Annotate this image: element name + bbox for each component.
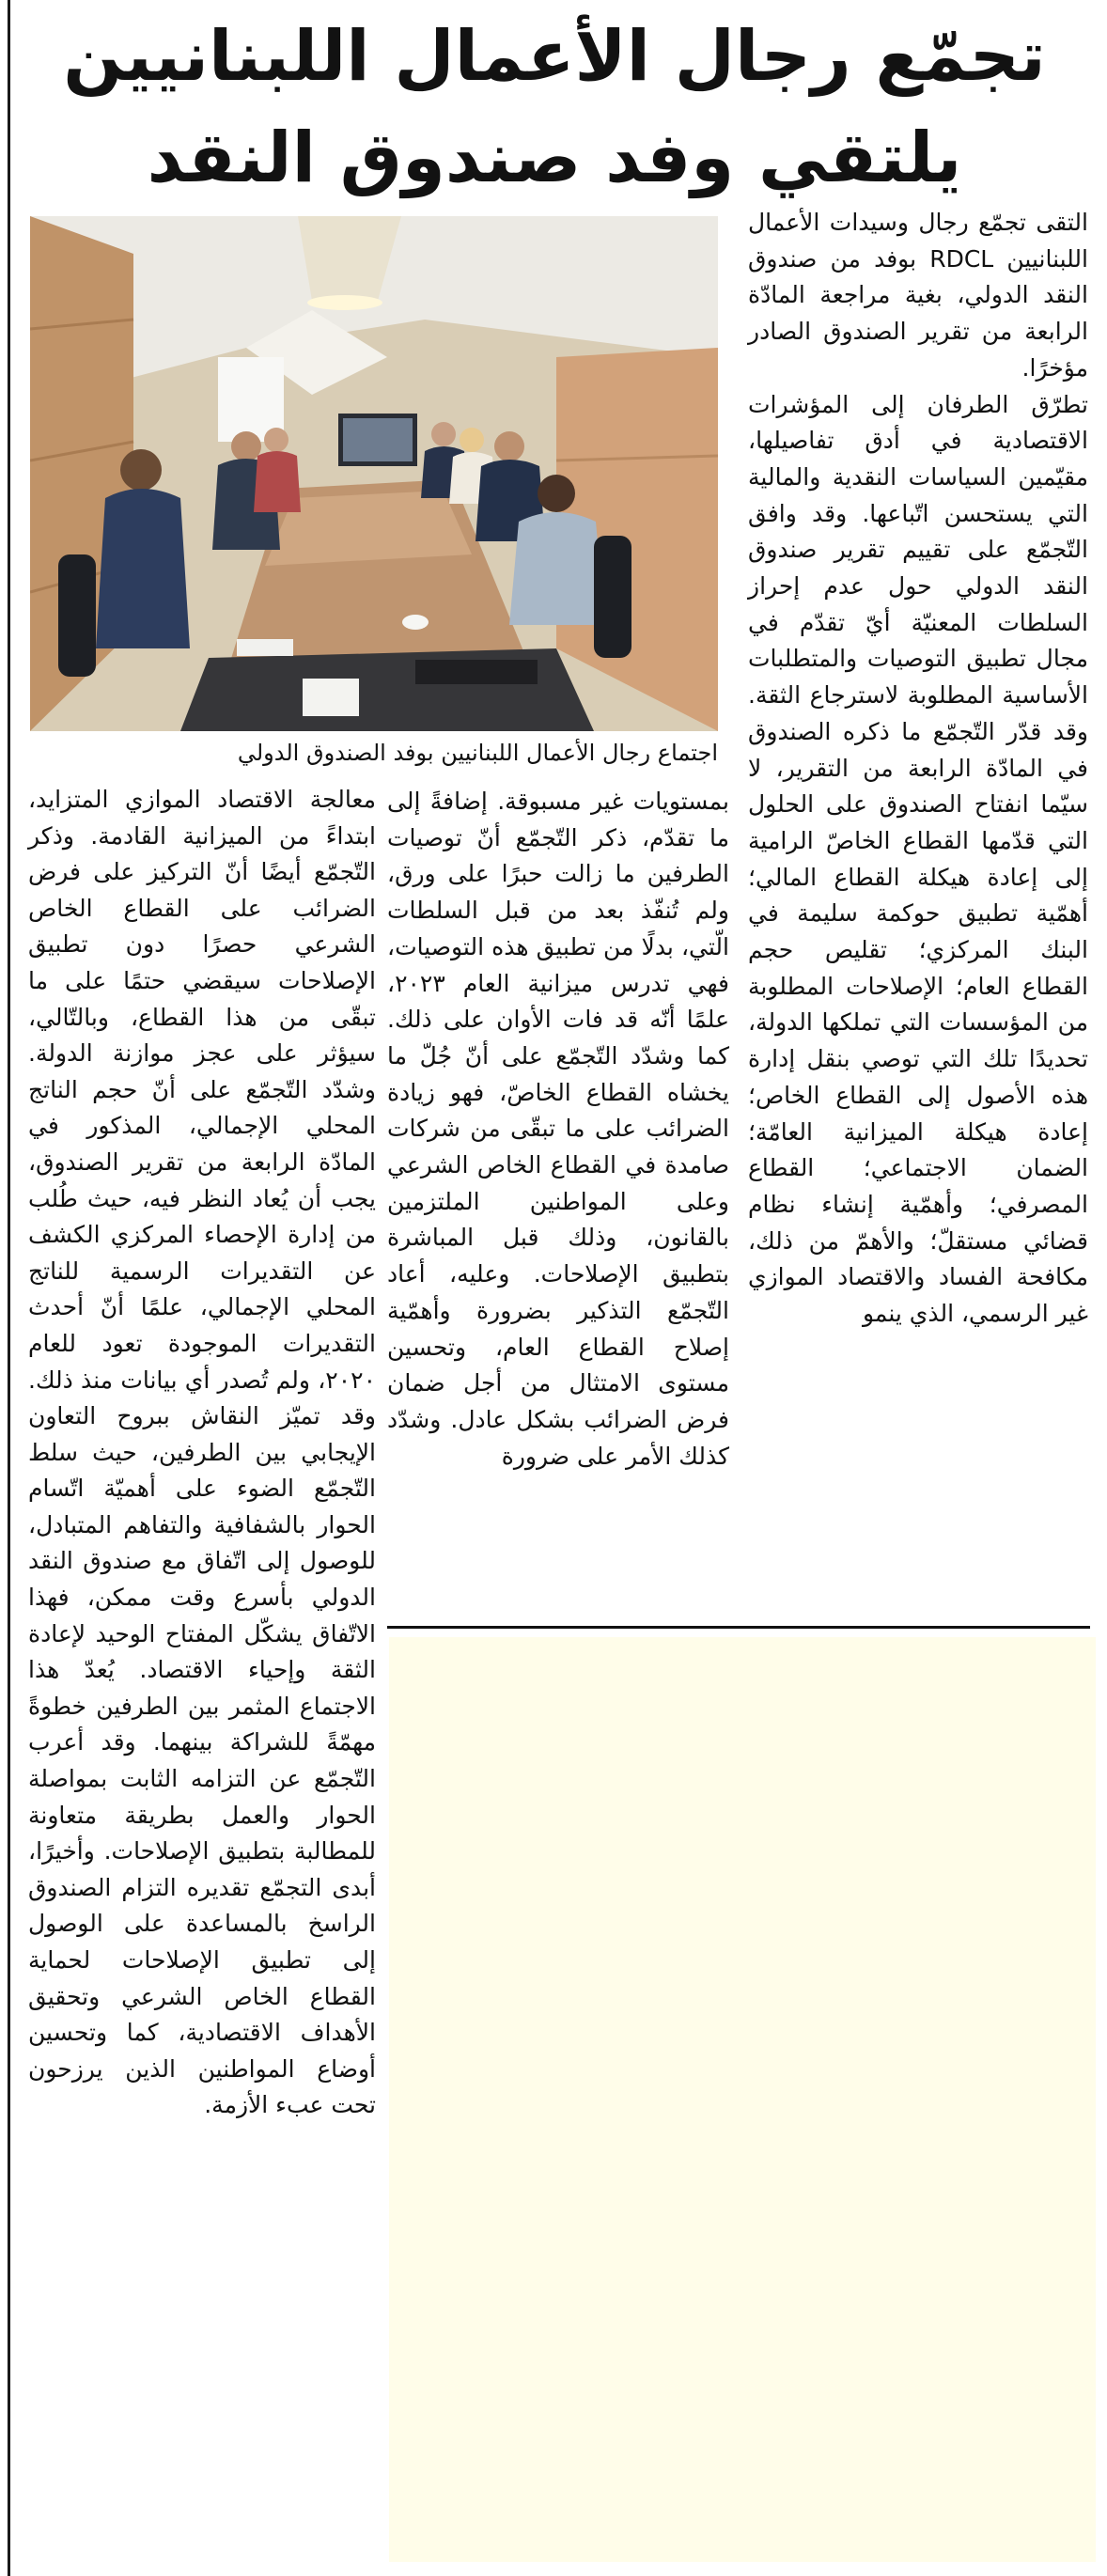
article-column-middle: بمستويات غير مسبوقة. إضافةً إلى ما تقدّم، ذكر التّجمّع أنّ توصيات الطرفين ما زالت حبرًا على ورق، ولم تُنفّذ بعد من قبل السلطات الّتي، بدلًا من تطبيق هذه التوصيات، فهي تدرس ميزانية العام ٢٠٢٣، علمًا أنّه قد فات الأوان على ذلك. كما وشدّد التّجمّع على أنّ جُلّ ما يخشاه القطاع الخاصّ، فهو زيادة الضرائب على ما تبقّى من شركات صامدة في القطاع الخاص الشرعي وعلى المواطنين الملتزمين بالقانون، وذلك قبل المباشرة بتطبيق الإصلاحات. وعليه، أعاد التّجمّع التذكير بضرورة وأهمّية إصلاح القطاع العام، وتحسين مستوى الامتثال من أجل ضمان فرض الضرائب بشكل عادل. وشدّد كذلك الأمر على ضرورة <box>387 788 729 1470</box>
article-column-right: التقى تجمّع رجال وسيدات الأعمال اللبنانيين RDCL بوفد من صندوق النقد الدولي، بغية مراجعة المادّة الرابعة من تقرير الصندوق الصادر مؤخرًا. تطرّق الطرفان إلى المؤشرات الاقتصادية في أدق تفاصيلها، مقيّمين السياسات النقدية والمالية التي يستحسن اتّباعها. وقد وافق التّجمّع على تقييم تقرير صندوق النقد الدولي حول عدم إحراز السلطات المعنيّة أيّ تقدّم في مجال تطبيق التوصيات والمتطلبات الأساسية المطلوبة لاسترجاع الثقة. وقد قدّر التّجمّع ما ذكره الصندوق في المادّة الرابعة من التقرير، لا سيّما انفتاح الصندوق على الحلول التي قدّمها القطاع الخاصّ الرامية إلى إعادة هيكلة القطاع المالي؛ أهمّية تطبيق حوكمة سليمة في البنك المركزي؛ تقليص حجم القطاع العام؛ الإصلاحات المطلوبة من المؤسسات التي تملكها الدولة، تحديدًا تلك التي توصي بنقل إدارة هذه الأصول إلى القطاع الخاص؛ إعادة هيكلة الميزانية العامّة؛ الضمان الاجتماعي؛ القطاع المصرفي؛ وأهمّية إنشاء نظام قضائي مستقلّ؛ والأهمّ من ذلك، مكافحة الفساد والاقتصاد الموازي غير الرسمي، الذي ينمو <box>748 209 1088 1328</box>
article-end-rule <box>387 1626 1090 1629</box>
article-column-left: معالجة الاقتصاد الموازي المتزايد، ابتداءً من الميزانية القادمة. وذكر التّجمّع أيضًا أنّ التركيز على فرض الضرائب على القطاع الخاص الشرعي حصرًا دون تطبيق الإصلاحات سيقضي حتمًا على ما تبقّى من هذا القطاع، وبالتّالي، سيؤثر على عجز موازنة الدولة. وشدّد التّجمّع على أنّ حجم الناتج المحلي الإجمالي، المذكور في المادّة الرابعة من تقرير الصندوق، يجب أن يُعاد النظر فيه، حيث طُلب من إدارة الإحصاء المركزي الكشف عن التقديرات الرسمية للناتج المحلي الإجمالي، علمًا أنّ أحدث التقديرات الموجودة تعود للعام ٢٠٢٠، ولم تُصدر أي بيانات منذ ذلك. وقد تميّز النقاش ببروح التعاون الإيجابي بين الطرفين، حيث سلط التّجمّع الضوء على أهميّة اتّسام الحوار بالشفافية والتفاهم المتبادل، للوصول إلى اتّفاق مع صندوق النقد الدولي بأسرع وقت ممكن، فهذا الاتّفاق يشكّل المفتاح الوحيد لإعادة الثقة وإحياء الاقتصاد. يُعدّ هذا الاجتماع المثمر بين الطرفين خطوةً مهمّةً للشراكة بينهما. وقد أعرب التّجمّع عن التزامه الثابت بمواصلة الحوار والعمل بطريقة متعاونة للمطالبة بتطبيق الإصلاحات. وأخيرًا، أبدى التجمّع تقديره التزام الصندوق الراسخ بالمساعدة على الوصول إلى تطبيق الإصلاحات لحماية القطاع الخاص الشرعي وتحقيق الأهداف الاقتصادية، كما وتحسين أوضاع المواطنين الذين يرزحون تحت عبء الأزمة. <box>28 786 376 2119</box>
empty-ad-panel <box>389 1637 1096 2562</box>
page-margin-rule <box>8 0 10 2576</box>
photo-caption: اجتماع رجال الأعمال اللبنانيين بوفد الصندوق الدولي <box>237 740 718 766</box>
headline-line-2: يلتقي وفد صندوق النقد <box>147 117 962 198</box>
headline-line-1: تجمّع رجال الأعمال اللبنانيين <box>63 16 1046 97</box>
meeting-photo <box>30 216 718 731</box>
